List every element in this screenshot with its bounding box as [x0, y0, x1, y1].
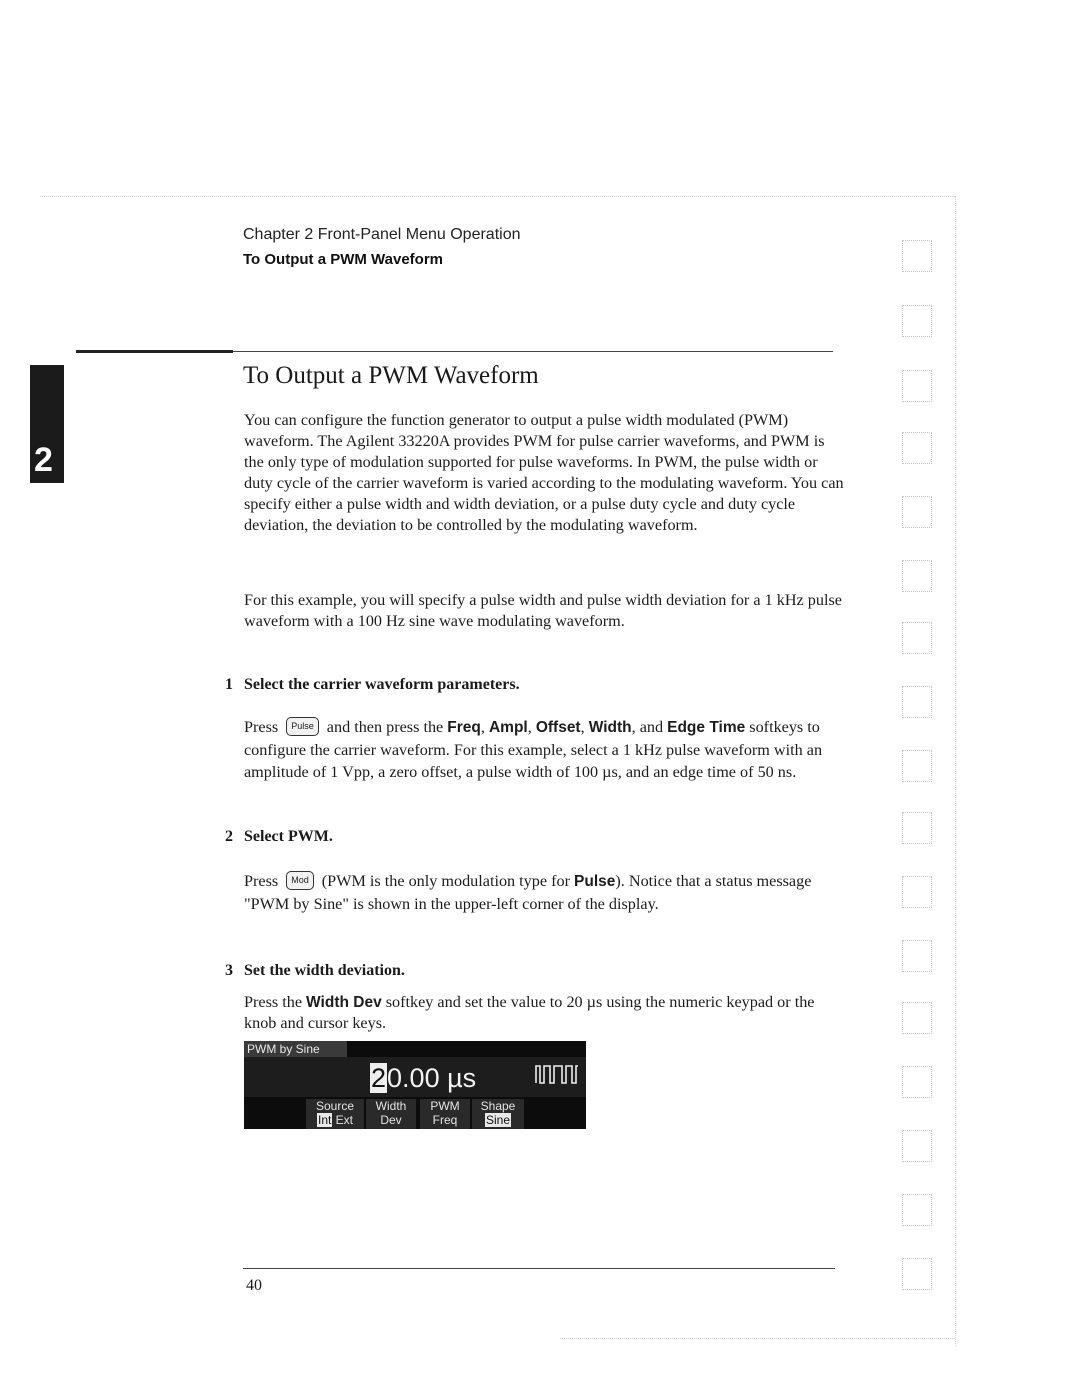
thumb-index-box [902, 1194, 932, 1226]
pulse-key-icon: Pulse [286, 717, 319, 736]
step-3-title: Set the width deviation. [244, 962, 405, 979]
step-3-number: 3 [225, 962, 233, 979]
thumb-index-box [902, 750, 932, 782]
softkey-edge-time: Edge Time [667, 719, 746, 736]
mod-key-icon: Mod [286, 871, 314, 890]
step-1-number: 1 [225, 676, 233, 693]
thumb-index-box [902, 1002, 932, 1034]
step-2-body: Press Mod (PWM is the only modulation type for Pulse). Notice that a status message "PWM by Sine" is shown in the upper-left corner of the display. [244, 872, 812, 913]
running-header-chapter: Chapter 2 Front-Panel Menu Operation [243, 226, 521, 243]
softkey-offset: Offset [535, 719, 581, 736]
thumb-index-box [902, 370, 932, 402]
intro-paragraph-1: You can configure the function generator to output a pulse width modulated (PWM) waveform. The Agilent 33220A provides PWM for pulse carrier waveforms, and PWM is the only type of modulation supported for pulse waveforms. In PWM, the pulse width or duty cycle of the carrier waveform is varied according to the modulating waveform. You can specify either a pulse width and width deviation, or a pulse duty cycle and duty cycle deviation, the deviation to be controlled by the modulating waveform. [244, 411, 844, 534]
chapter-tab [30, 365, 64, 483]
step-2-title: Select PWM. [244, 828, 333, 845]
section-title: To Output a PWM Waveform [243, 362, 539, 389]
thumb-index-box [902, 240, 932, 272]
step-3-body: Press the Width Dev softkey and set the value to 20 µs using the numeric keypad or the knob and cursor keys. [244, 993, 815, 1032]
thumb-index-box [902, 876, 932, 908]
thumb-index-box [902, 432, 932, 464]
thumb-index-box [902, 1130, 932, 1162]
pulse-keyword: Pulse [574, 873, 616, 890]
thumb-index-box [902, 622, 932, 654]
scan-border-right [955, 196, 956, 1346]
softkey-pwm-freq[interactable]: PWM Freq [420, 1099, 470, 1129]
thumb-index-box [902, 940, 932, 972]
softkey-width: Width [588, 719, 632, 736]
thumb-index-box [902, 305, 932, 337]
chapter-tab-number: 2 [34, 441, 53, 479]
scan-border-top [40, 196, 955, 197]
step-1-title: Select the carrier waveform parameters. [244, 676, 520, 693]
scan-border-bottom [560, 1338, 955, 1339]
thumb-index-box [902, 1258, 932, 1290]
section-rule-thick [76, 350, 233, 353]
instrument-display [244, 1041, 586, 1129]
section-rule [233, 351, 833, 352]
display-status-message: PWM by Sine [244, 1041, 347, 1057]
thumb-index-box [902, 686, 932, 718]
intro-paragraph-2: For this example, you will specify a pulse width and pulse width deviation for a 1 kHz pulse waveform with a 100 Hz sine wave modulating waveform. [244, 591, 842, 630]
softkey-source[interactable]: Source Int Ext [306, 1099, 364, 1129]
step-2-number: 2 [225, 828, 233, 845]
thumb-index-box [902, 496, 932, 528]
step-1-body: Press Pulse and then press the Freq, Ampl, Offset, Width, and Edge Time softkeys to configure the carrier waveform. For this example, select a 1 kHz pulse waveform with an amplitude of 1 Vpp, a zero offset, a pulse width of 100 µs, and an edge time of 50 ns. [244, 718, 823, 781]
display-value: 20.00 µs [371, 1063, 477, 1093]
page-number: 40 [246, 1277, 262, 1294]
softkey-width-dev: Width Dev [306, 994, 382, 1011]
thumb-index-box [902, 1066, 932, 1098]
softkey-width-dev-display[interactable]: Width Dev [366, 1099, 416, 1129]
softkey-freq: Freq [447, 719, 481, 736]
softkey-shape[interactable]: Shape Sine [472, 1099, 524, 1129]
thumb-index-box [902, 560, 932, 592]
footer-rule [243, 1268, 835, 1269]
thumb-index-box [902, 812, 932, 844]
pwm-waveform-icon [534, 1063, 580, 1085]
display-cursor-digit: 2 [371, 1063, 387, 1093]
softkey-ampl: Ampl [488, 719, 528, 736]
running-header-section: To Output a PWM Waveform [243, 251, 443, 268]
